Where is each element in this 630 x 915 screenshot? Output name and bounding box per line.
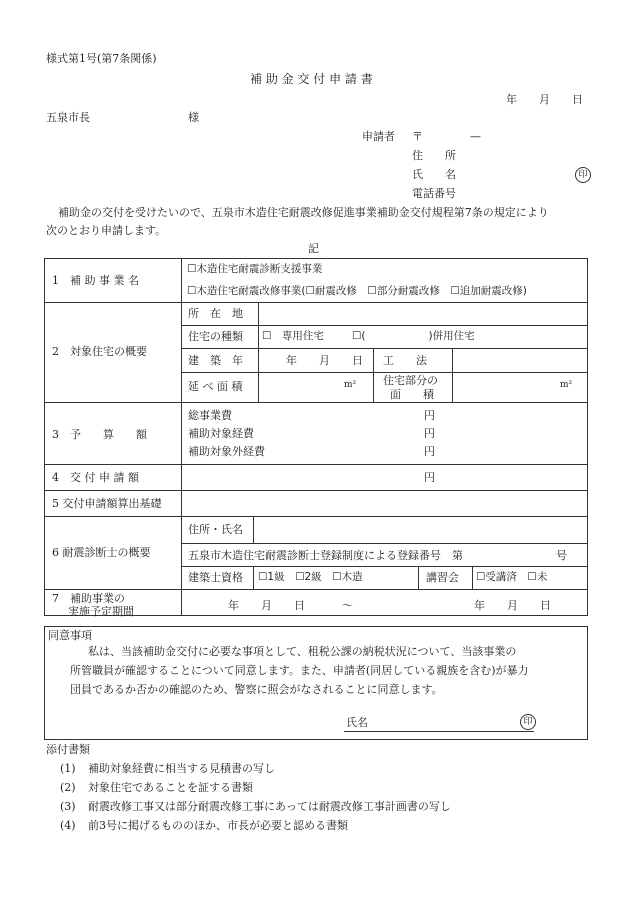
ineligible-cost-label: 補助対象外経費 [188,445,265,458]
location-label: 所 在 地 [188,307,243,320]
period-end-date[interactable]: 年 月 日 [474,599,551,612]
house-area-label-2: 面 積 [390,388,434,401]
period-start-date[interactable]: 年 月 日 [228,599,305,612]
architect-qualification-label: 建築士資格 [188,571,243,584]
intro-line-2: 次のとおり申請します。 [46,224,167,237]
addressee: 五泉市長 [46,111,90,124]
house-area-unit: m² [560,380,573,390]
row4-label: 4 交 付 申 請 額 [52,471,139,484]
floor-area-unit: m² [344,380,357,390]
attachment-num: (1) [60,762,76,775]
eligible-cost-label: 補助対象経費 [188,427,254,440]
applicant-label: 申請者 [362,130,395,143]
yen-unit: 円 [424,409,435,422]
postal-dash: — [470,130,481,143]
checkbox-diagnosis-support[interactable]: ☐木造住宅耐震診断支援事業 [187,263,323,275]
consent-name-label: 氏名 [346,716,368,729]
honorific: 様 [188,111,199,124]
row5-label: 5 交付申請額算出基礎 [52,497,162,510]
consent-line-2: 所管職員が確認することについて同意します。また、申請者(同居している親族を含む)が暴力 [70,664,529,677]
house-type-label: 住宅の種類 [188,330,243,343]
row7-label-1: 7 補助事業の [52,592,125,605]
form-title: 補 助 金 交 付 申 請 書 [250,72,373,86]
checkbox-mixed-use-house[interactable]: ☐( )併用住宅 [352,330,475,342]
checkbox-retrofit-project[interactable]: ☐木造住宅耐震改修事業(☐耐震改修 ☐部分耐震改修 ☐追加耐震改修) [187,285,527,297]
house-area-label-1: 住宅部分の [383,374,438,387]
registration-number-label: 五泉市木造住宅耐震診断士登録制度による登録番号 第 [188,549,463,562]
checkbox-course-status[interactable]: ☐受講済 ☐未 [476,571,548,583]
built-year-value[interactable]: 年 月 日 [286,354,363,367]
row7-label-2: 実施予定期間 [68,605,134,618]
construction-method-label: 工 法 [383,354,427,367]
inspector-address-name-label: 住所・氏名 [188,523,243,536]
consent-signature-line[interactable] [344,731,534,732]
consent-seal-icon: 印 [520,714,536,730]
total-cost-label: 総事業費 [188,409,232,422]
address-label: 住 所 [412,149,456,162]
postal-mark: 〒 [412,130,423,143]
consent-line-3: 団員であるか否かの確認のため、警察に照会がなされることに同意します。 [70,683,443,696]
floor-area-label: 延 べ 面 積 [188,380,243,393]
course-label: 講習会 [426,571,459,584]
consent-line-1: 私は、当該補助金交付に必要な事項として、租税公課の納税状況について、当該事業の [88,645,517,658]
attachment-num: (3) [60,800,76,813]
registration-go: 号 [556,549,567,562]
row3-label: 3 予 算 額 [52,428,147,441]
application-date[interactable]: 年 月 日 [506,93,583,106]
attachment-num: (4) [60,819,76,832]
checkbox-architect-class[interactable]: ☐1級 ☐2級 ☐木造 [258,571,363,583]
attachment-num: (2) [60,781,76,794]
yen-unit: 円 [424,471,435,484]
built-year-label: 建 築 年 [188,354,243,367]
seal-icon: 印 [575,167,591,183]
attachment-text: 対象住宅であることを証する書類 [88,781,253,794]
attachments-title: 添付書類 [46,743,90,756]
row1-label: 1 補 助 事 業 名 [52,274,139,287]
period-tilde: ～ [342,599,353,612]
ki-mark: 記 [308,242,319,255]
phone-label: 電話番号 [412,187,456,200]
intro-line-1: 補助金の交付を受けたいので、五泉市木造住宅耐震改修促進事業補助金交付規程第7条の規定により [58,206,549,219]
form-number: 様式第1号(第7条関係) [46,52,157,65]
checkbox-dedicated-house[interactable]: ☐ 専用住宅 [262,330,324,342]
yen-unit: 円 [424,445,435,458]
attachment-text: 前3号に掲げるもののほか、市長が必要と認める書類 [88,819,348,832]
attachment-text: 耐震改修工事又は部分耐震改修工事にあっては耐震改修工事計画書の写し [88,800,451,813]
yen-unit: 円 [424,427,435,440]
attachment-text: 補助対象経費に相当する見積書の写し [88,762,275,775]
consent-title: 同意事項 [48,629,92,642]
name-label: 氏 名 [412,168,456,181]
row2-label: 2 対象住宅の概要 [52,345,147,358]
row6-label: 6 耐震診断士の概要 [52,546,151,559]
